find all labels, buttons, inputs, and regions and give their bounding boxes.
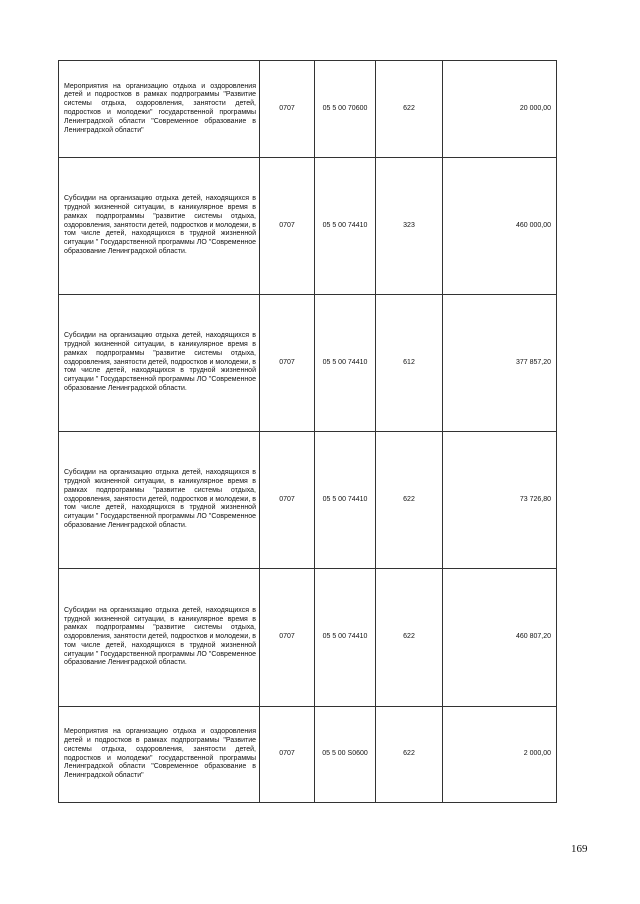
row-description: Мероприятия на организацию отдыха и оздоровления детей и подростков в рамках подпрограммы "Развитие системы отдыха, оздоровления, занятости детей, подростков и молодежи" государственной программы Ленинградской области "Современное образование в Ленинградской области" [59,707,260,803]
table-row [59,432,557,569]
row-expense-type: 622 [376,61,443,158]
table-row [59,569,557,707]
row-target-code: 05 5 00 74410 [315,158,376,295]
row-section: 0707 [260,569,315,707]
row-section: 0707 [260,158,315,295]
row-description: Субсидии на организацию отдыха детей, находящихся в трудной жизненной ситуации, в каникулярное время в рамках подпрограммы "развитие системы отдыха, оздоровления, занятости детей, подростков и молодежи, в том числе детей, находящихся в трудной жизненной ситуации " Государственной программы ЛО "Современное образование Ленинградской области. [59,295,260,432]
row-expense-type: 622 [376,569,443,707]
table-row [59,295,557,432]
row-target-code: 05 5 00 74410 [315,295,376,432]
row-amount: 2 000,00 [443,707,557,803]
row-amount: 73 726,80 [443,432,557,569]
row-target-code: 05 5 00 S0600 [315,707,376,803]
row-section: 0707 [260,61,315,158]
table-row [59,61,557,158]
row-amount: 377 857,20 [443,295,557,432]
row-expense-type: 323 [376,158,443,295]
row-amount: 460 000,00 [443,158,557,295]
row-description: Субсидии на организацию отдыха детей, находящихся в трудной жизненной ситуации, в каникулярное время в рамках подпрограммы "развитие системы отдыха, оздоровления, занятости детей, подростков и молодежи, в том числе детей, находящихся в трудной жизненной ситуации " Государственной программы ЛО "Современное образование Ленинградской области. [59,432,260,569]
row-target-code: 05 5 00 74410 [315,432,376,569]
table-row [59,158,557,295]
page-number: 169 [571,843,588,855]
row-amount: 460 807,20 [443,569,557,707]
row-expense-type: 622 [376,707,443,803]
row-expense-type: 612 [376,295,443,432]
row-target-code: 05 5 00 74410 [315,569,376,707]
row-expense-type: 622 [376,432,443,569]
row-amount: 20 000,00 [443,61,557,158]
row-section: 0707 [260,432,315,569]
row-description: Мероприятия на организацию отдыха и оздоровления детей и подростков в рамках подпрограммы "Развитие системы отдыха, оздоровления, занятости детей, подростков и молодежи" государственной программы Ленинградской области "Современное образование в Ленинградской области" [59,61,260,158]
row-description: Субсидии на организацию отдыха детей, находящихся в трудной жизненной ситуации, в каникулярное время в рамках подпрограммы "развитие системы отдыха, оздоровления, занятости детей, подростков и молодежи, в том числе детей, находящихся в трудной жизненной ситуации " Государственной программы ЛО "Современное образование Ленинградской области. [59,569,260,707]
row-target-code: 05 5 00 70600 [315,61,376,158]
table-row [59,707,557,803]
row-section: 0707 [260,295,315,432]
row-section: 0707 [260,707,315,803]
budget-table [58,60,557,803]
row-description: Субсидии на организацию отдыха детей, находящихся в трудной жизненной ситуации, в каникулярное время в рамках подпрограммы "развитие системы отдыха, оздоровления, занятости детей, подростков и молодежи, в том числе детей, находящихся в трудной жизненной ситуации " Государственной программы ЛО "Современное образование Ленинградской области. [59,158,260,295]
